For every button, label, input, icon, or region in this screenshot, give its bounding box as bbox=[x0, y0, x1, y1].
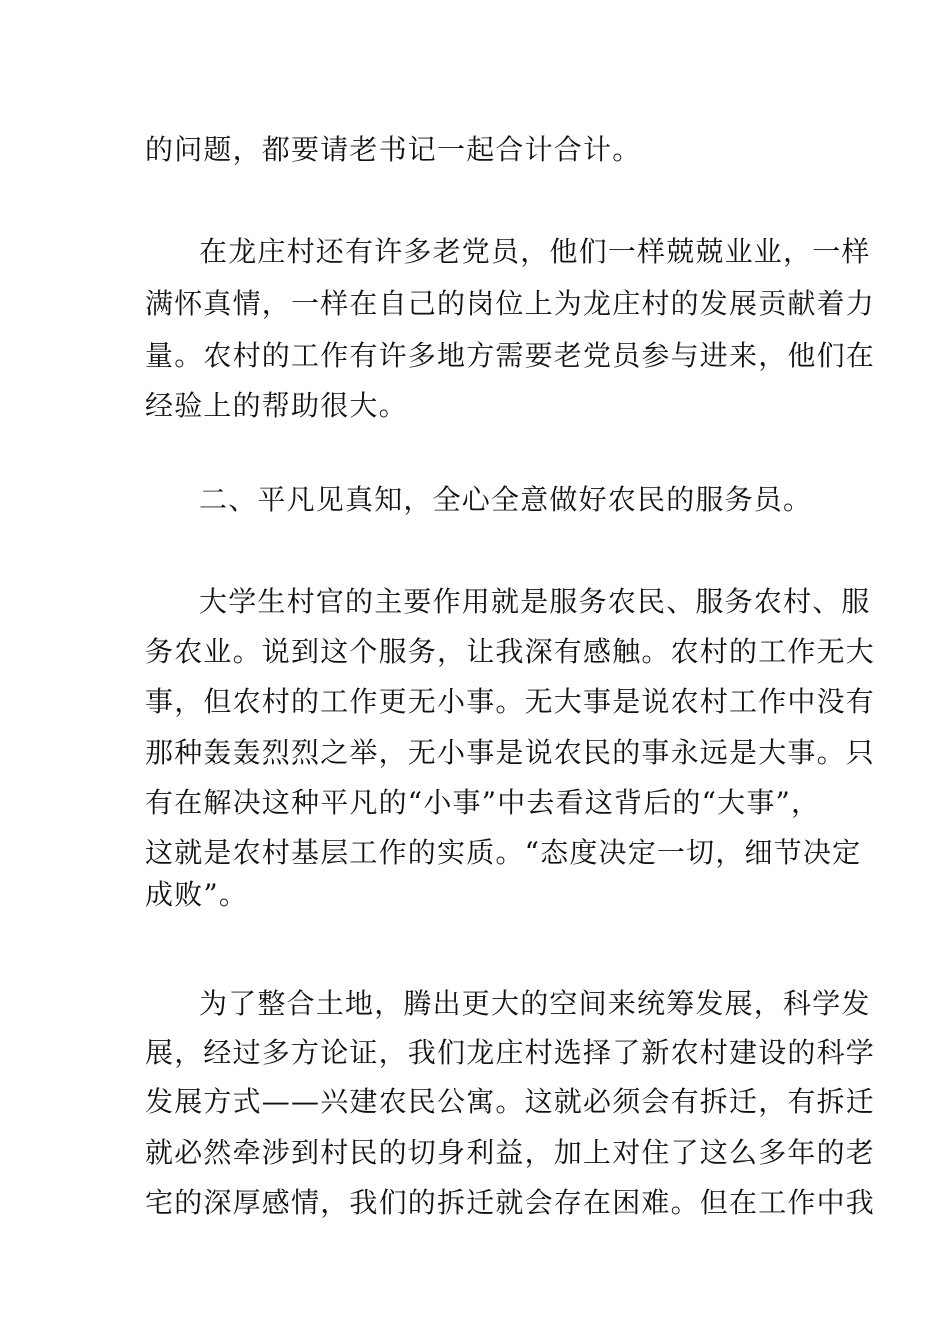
paragraph-line: 务农业。说到这个服务，让我深有感触。农村的工作无大 bbox=[145, 635, 876, 668]
paragraph-line: 为了整合土地，腾出更大的空间来统筹发展，科学发 bbox=[199, 987, 871, 1020]
paragraph-line: 经验上的帮助很大。 bbox=[145, 389, 408, 422]
paragraph-line: 在龙庄村还有许多老党员，他们一样兢兢业业，一样 bbox=[199, 235, 871, 268]
paragraph-line: 发展方式——兴建农民公寓。这就必须会有拆迁，有拆迁 bbox=[145, 1085, 876, 1118]
paragraph-line: 事，但农村的工作更无小事。无大事是说农村工作中没有 bbox=[145, 685, 876, 718]
paragraph-line: 有在解决这种平凡的“小事”中去看这背后的“大事”， bbox=[145, 786, 821, 819]
paragraph-line: 展，经过多方论证，我们龙庄村选择了新农村建设的科学 bbox=[145, 1036, 876, 1069]
paragraph-line: 满怀真情，一样在自己的岗位上为龙庄村的发展贡献着力 bbox=[145, 287, 876, 320]
paragraph-line: 的问题，都要请老书记一起合计合计。 bbox=[145, 133, 642, 166]
paragraph-line: 成败”。 bbox=[145, 878, 249, 911]
paragraph-line: 量。农村的工作有许多地方需要老党员参与进来，他们在 bbox=[145, 339, 876, 372]
paragraph-line: 就必然牵涉到村民的切身利益，加上对住了这么多年的老 bbox=[145, 1136, 876, 1169]
paragraph-line: 宅的深厚感情，我们的拆迁就会存在困难。但在工作中我 bbox=[145, 1186, 876, 1219]
paragraph-line: 大学生村官的主要作用就是服务农民、服务农村、服 bbox=[199, 585, 871, 618]
section-heading: 二、平凡见真知，全心全意做好农民的服务员。 bbox=[199, 483, 813, 516]
paragraph-line: 那种轰轰烈烈之举，无小事是说农民的事永远是大事。只 bbox=[145, 736, 876, 769]
paragraph-line: 这就是农村基层工作的实质。“态度决定一切，细节决定 bbox=[145, 836, 862, 869]
